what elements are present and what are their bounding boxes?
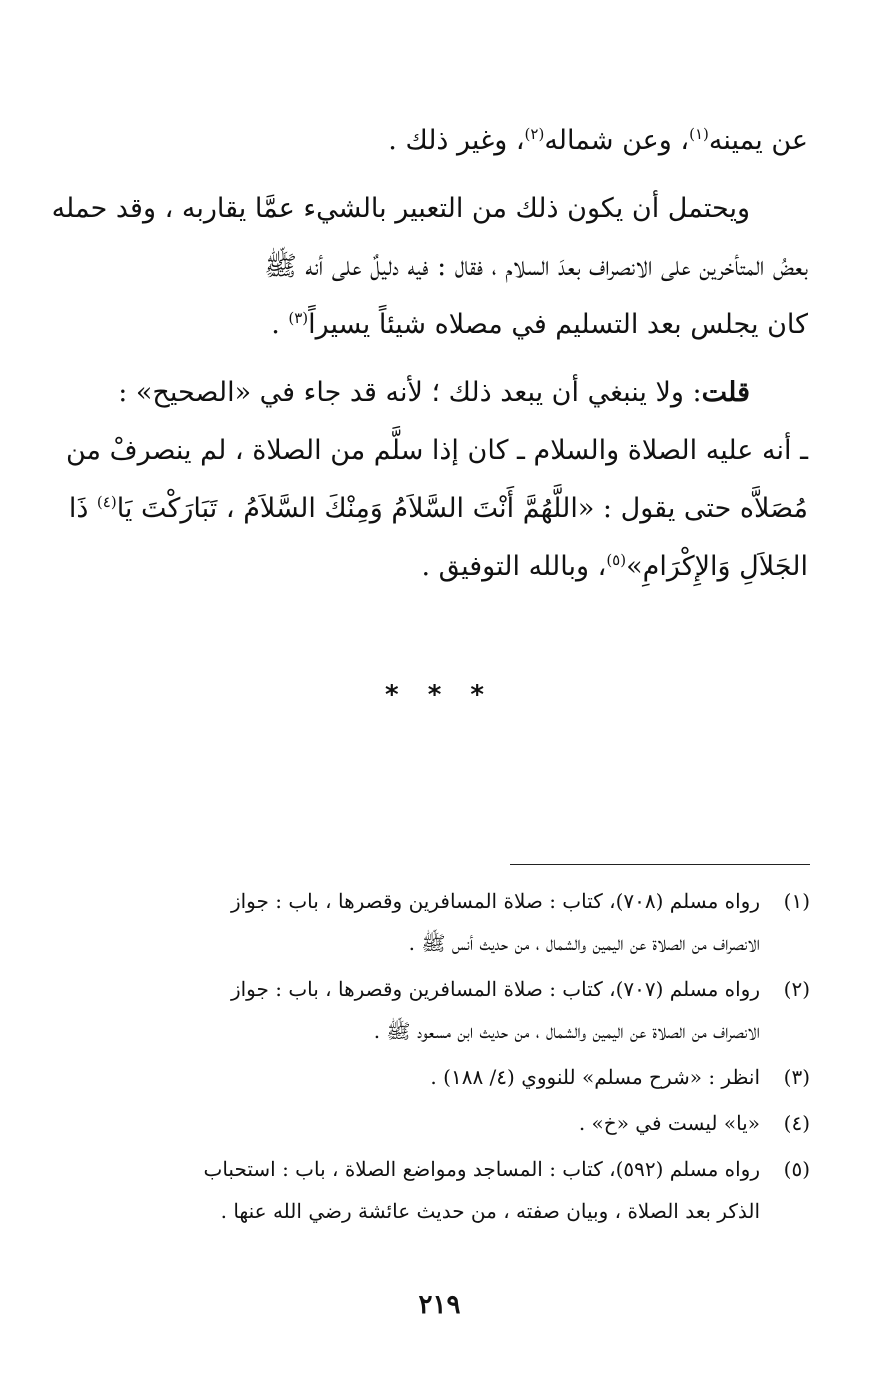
paragraph-2 — [51, 180, 808, 354]
text-line — [96, 296, 808, 354]
text-fragment: ، وغير ذلك . — [388, 125, 525, 156]
paragraph-3 — [66, 364, 808, 596]
footnote-5 — [100, 1148, 810, 1232]
footnote-rule — [510, 864, 810, 865]
lead-word: قلت — [701, 377, 750, 408]
footnote-line: رواه مسلم (٧٠٨)، كتاب : صلاة المسافرين وقصرها ، باب : جواز — [230, 889, 760, 913]
footnote-ref-4[interactable]: (٤) — [96, 493, 117, 511]
text-line — [96, 364, 808, 422]
text-fragment: مُصَلاَّه حتى يقول : «اللَّهُمَّ أَنْتَ السَّلاَمُ وَمِنْكَ السَّلاَمُ ، تَبَارَكْتَ يَا — [116, 493, 808, 524]
footnote-2 — [100, 968, 810, 1052]
footnote-ref-5[interactable]: (٥) — [606, 551, 627, 569]
footnote-number: (٢) — [783, 977, 810, 1001]
text-line — [96, 112, 808, 170]
footnote-body — [100, 968, 760, 1052]
footnote-ref-1[interactable]: (١) — [689, 125, 709, 143]
footnote-ref-2[interactable]: (٢) — [524, 125, 545, 143]
footnote-3 — [100, 1056, 810, 1098]
footnote-line: رواه مسلم (٥٩٢)، كتاب : المساجد ومواضع الصلاة ، باب : استحباب — [203, 1157, 760, 1181]
text-fragment: عن يمينه — [708, 125, 808, 156]
footnote-body — [100, 1102, 760, 1144]
text-fragment: الجَلاَلِ وَالإِكْرَامِ» — [626, 551, 808, 582]
text-line — [68, 480, 808, 538]
section-separator: * * * — [385, 680, 494, 710]
footnote-line: الانصراف من الصلاة عن اليمين والشمال ، من حديث أنس ﷺ . — [408, 931, 760, 955]
footnote-line: الانصراف من الصلاة عن اليمين والشمال ، من حديث ابن مسعود ﷺ . — [373, 1019, 760, 1043]
footnote-body — [100, 880, 760, 964]
text-fragment: ذَا — [68, 493, 97, 524]
footnote-body — [100, 1056, 760, 1098]
footnote-line: رواه مسلم (٧٠٧)، كتاب : صلاة المسافرين وقصرها ، باب : جواز — [230, 977, 760, 1001]
footnote-number: (٤) — [783, 1111, 810, 1135]
text-fragment: كان يجلس بعد التسليم في مصلاه شيئاً يسيراً — [308, 309, 808, 340]
text-fragment: : ولا ينبغي أن يبعد ذلك ؛ لأنه قد جاء في «الصحيح» : — [118, 377, 702, 408]
footnote-number: (٥) — [783, 1157, 810, 1181]
footnote-number: (١) — [783, 889, 810, 913]
footnote-body — [100, 1148, 760, 1232]
text-line: بعضُ المتأخرين على الانصراف بعدَ السلام ، فقال : فيه دليلٌ على أنه ﷺ — [264, 251, 808, 282]
footnote-line: الذكر بعد الصلاة ، وبيان صفته ، من حديث عائشة رضي الله عنها . — [220, 1199, 760, 1223]
footnote-number: (٣) — [783, 1065, 810, 1089]
footnote-ref-3[interactable]: (٣) — [288, 309, 309, 327]
text-line — [96, 538, 808, 596]
footnote-line: «يا» ليست في «خ» . — [578, 1111, 760, 1135]
footnote-4 — [100, 1102, 810, 1144]
main-text — [51, 112, 808, 606]
paragraph-1 — [96, 112, 808, 170]
text-fragment: ، وبالله التوفيق . — [421, 551, 607, 582]
text-fragment: . — [271, 309, 289, 340]
footnote-line: انظر : «شرح مسلم» للنووي (٤/ ١٨٨) . — [430, 1065, 760, 1089]
page-number: ٢١٩ — [418, 1290, 461, 1320]
text-fragment: ، وعن شماله — [544, 125, 690, 156]
footnote-1 — [100, 880, 810, 964]
text-line: ـ أنه عليه الصلاة والسلام ـ كان إذا سلَّم من الصلاة ، لم ينصرفْ من — [66, 435, 808, 466]
text-line: ويحتمل أن يكون ذلك من التعبير بالشيء عمَّا يقاربه ، وقد حمله — [51, 193, 750, 224]
footnotes — [100, 880, 810, 1236]
